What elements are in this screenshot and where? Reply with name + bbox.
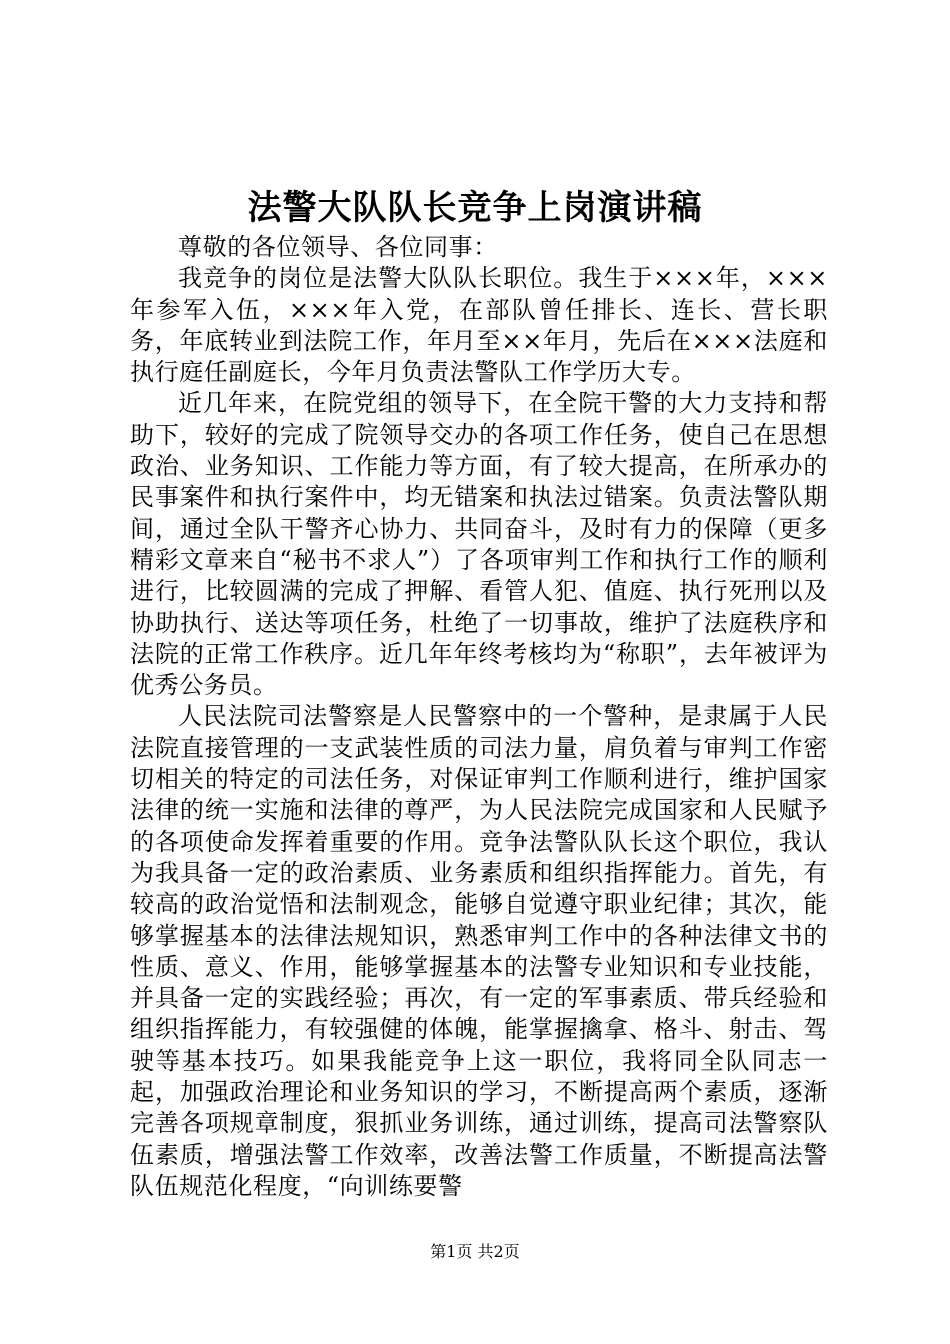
paragraph-1: 我竞争的岗位是法警大队队长职位。我生于×××年，×××年参军入伍，×××年入党，在部队曾任排长、连长、营长职务，年底转业到法院工作，年月至××年月，先后在×××法庭和执行庭任副庭长，今年月负责法警队工作学历大专。 bbox=[130, 264, 828, 387]
paragraph-2: 近几年来，在院党组的领导下，在全院干警的大力支持和帮助下，较好的完成了院领导交办的各项工作任务，使自己在思想政治、业务知识、工作能力等方面，有了较大提高，在所承办的民事案件和执行案件中，均无错案和执法过错案。负责法警队期间，通过全队干警齐心协力、共同奋斗，及时有力的保障（更多精彩文章来自“秘书不求人”）了各项审判工作和执行工作的顺利进行，比较圆满的完成了押解、看管人犯、值庭、执行死刑以及协助执行、送达等项任务，杜绝了一切事故，维护了法庭秩序和法院的正常工作秩序。近几年年终考核均为“称职”，去年被评为优秀公务员。 bbox=[130, 389, 828, 700]
page-footer: 第1页 共2页 bbox=[430, 1242, 520, 1261]
document-title: 法警大队队长竞争上岗演讲稿 bbox=[247, 188, 703, 228]
greeting: 尊敬的各位领导、各位同事： bbox=[178, 233, 498, 261]
document-body bbox=[130, 232, 828, 1202]
paragraph-3: 人民法院司法警察是人民警察中的一个警种，是隶属于人民法院直接管理的一支武装性质的司法力量，肩负着与审判工作密切相关的特定的司法任务，对保证审判工作顺利进行，维护国家法律的统一实施和法律的尊严，为人民法院完成国家和人民赋予的各项使命发挥着重要的作用。竞争法警队队长这个职位，我认为我具备一定的政治素质、业务素质和组织指挥能力。首先，有较高的政治觉悟和法制观念，能够自觉遵守职业纪律；其次，能够掌握基本的法律法规知识，熟悉审判工作中的各种法律文书的性质、意义、作用，能够掌握基本的法警专业知识和专业技能，并具备一定的实践经验；再次，有一定的军事素质、带兵经验和组织指挥能力，有较强健的体魄，能掌握擒拿、格斗、射击、驾驶等基本技巧。如果我能竞争上这一职位，我将同全队同志一起，加强政治理论和业务知识的学习，不断提高两个素质，逐渐完善各项规章制度，狠抓业务训练，通过训练，提高司法警察队伍素质，增强法警工作效率，改善法警工作质量，不断提高法警队伍规范化程度，“向训练要警 bbox=[130, 702, 828, 1200]
